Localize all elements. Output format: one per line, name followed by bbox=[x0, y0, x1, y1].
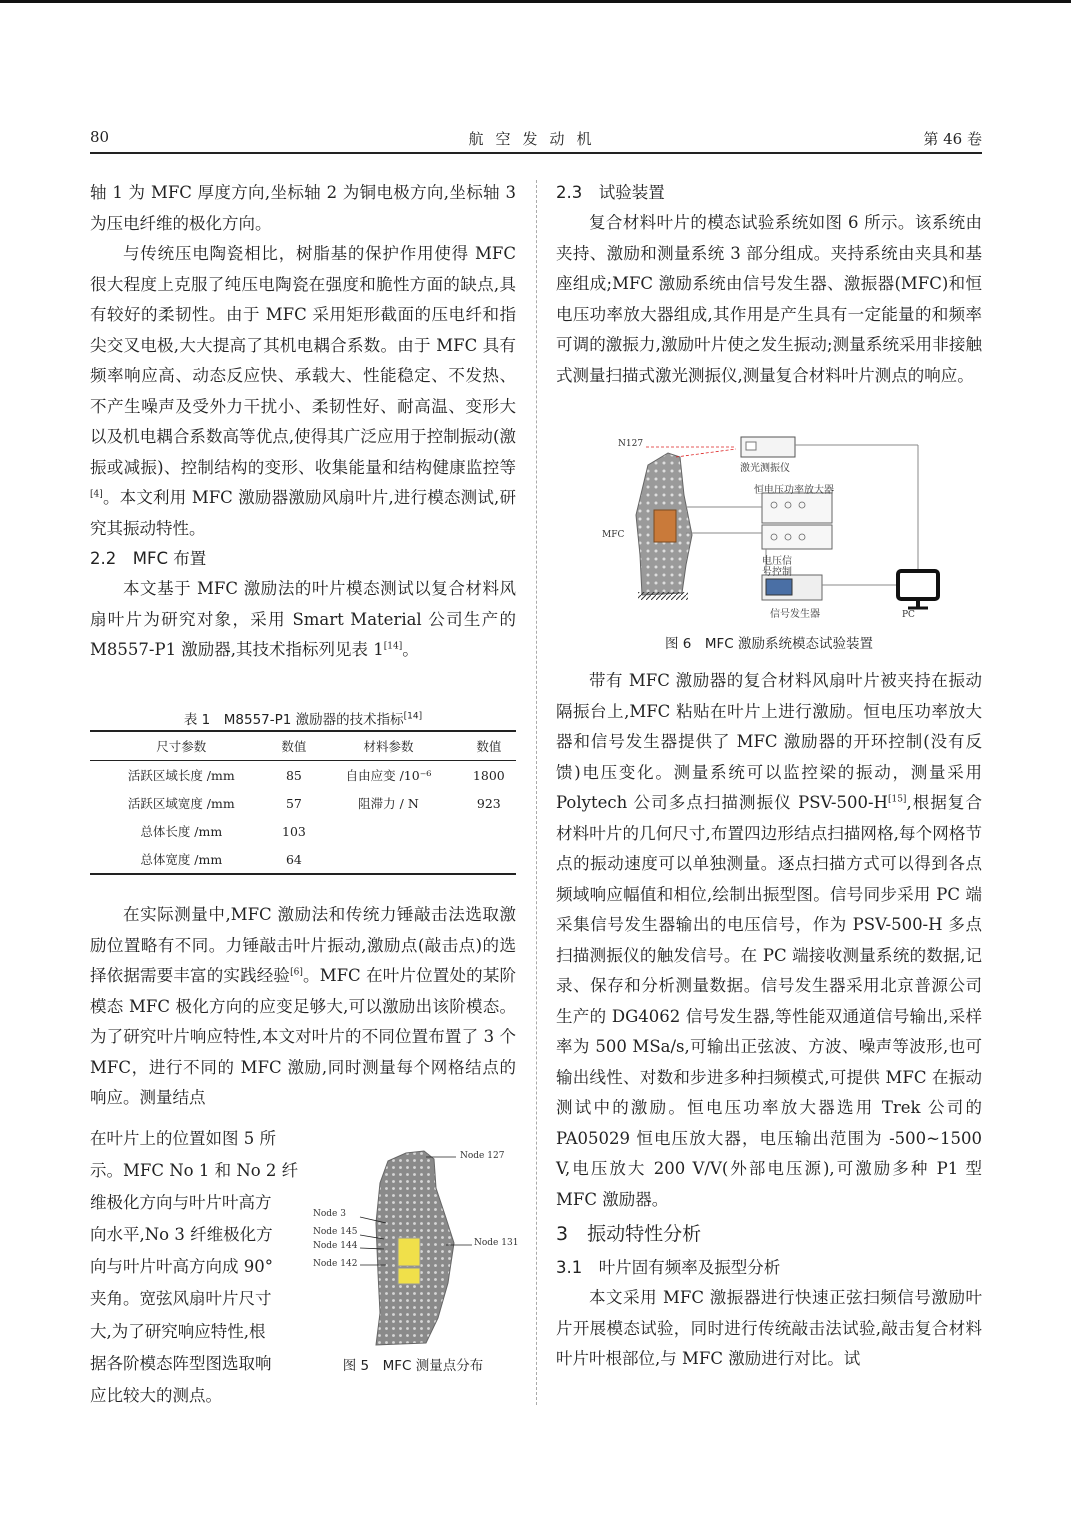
figure-6-caption: 图 6 MFC 激励系统模态试验装置 bbox=[664, 636, 873, 652]
text-line: 示。MFC No 1 和 No 2 纤 bbox=[90, 1161, 299, 1181]
right-column-lower bbox=[556, 666, 982, 1375]
table-cell: 64 bbox=[285, 851, 302, 867]
table-row bbox=[90, 845, 516, 874]
table-cell: 923 bbox=[476, 795, 501, 811]
header-rule bbox=[90, 152, 982, 154]
table-row bbox=[90, 789, 516, 817]
fig6-label: N127 bbox=[618, 439, 644, 449]
subsection-heading: 3.1 叶片固有频率及振型分析 bbox=[556, 1258, 781, 1277]
table-cell bbox=[315, 817, 461, 845]
table-header-cell: 尺寸参数 bbox=[156, 739, 207, 754]
paragraph: 本文基于 MFC 激励法的叶片模态测试以复合材料风扇叶片为研究对象，采用 Smart Material 公司生产的 M8557-P1 激励器,其技术指标列见表 1[14]。 bbox=[90, 579, 516, 659]
section-heading: 2.2 MFC 布置 bbox=[90, 549, 207, 568]
page-number: 80 bbox=[90, 128, 110, 146]
fig6-label: 信号发生器 bbox=[770, 609, 820, 620]
figure-5 bbox=[306, 1143, 520, 1353]
text-line: 据各阶模态阵型图选取响 bbox=[90, 1353, 272, 1373]
paragraph: 与传统压电陶瓷相比，树脂基的保护作用使得 MFC 很大程度上克服了纯压电陶瓷在强度和脆性方面的缺点,具有较好的柔韧性。由于 MFC 采用矩形截面的压电纤和指尖交叉电极,大大提高了其机电耦合系数。由于 MFC 具有频率响应高、动态反应快、承载大、性能稳定、不发热、不产生噪声及受外力干扰小、柔韧性好、耐高温、变形大以及机电耦合系数高等优点,使得其广泛应用于控制振动(激振或减振)、控制结构的变形、收集能量和结构健康监控等[4]。本文利用 MFC 激励器激励风扇叶片,进行模态测试,研究其振动特性。 bbox=[90, 244, 516, 538]
fig6-label: PC bbox=[902, 610, 915, 620]
table-header-cell: 材料参数 bbox=[363, 739, 414, 754]
table-cell bbox=[462, 817, 516, 845]
table-cell: 阻滞力 / N bbox=[358, 796, 419, 811]
section-heading: 3 振动特性分析 bbox=[556, 1223, 702, 1245]
section-heading: 2.3 试验装置 bbox=[556, 183, 665, 202]
paragraph: 轴 1 为 MFC 厚度方向,坐标轴 2 为铜电极方向,坐标轴 3 为压电纤维的极化方向。 bbox=[90, 183, 516, 233]
table-header-cell: 数值 bbox=[476, 739, 502, 754]
table-cell: 活跃区域宽度 /mm bbox=[127, 796, 235, 811]
fig6-label: 电压信 bbox=[762, 556, 792, 567]
table-cell: 85 bbox=[285, 767, 302, 783]
table-cell: 1800 bbox=[472, 767, 505, 783]
table-cell: 总体长度 /mm bbox=[140, 824, 223, 839]
table-cell: 自由应变 /10⁻⁶ bbox=[345, 768, 432, 783]
figure-5-caption: 图 5 MFC 测量点分布 bbox=[342, 1358, 484, 1374]
fig6-label: MFC bbox=[602, 530, 625, 540]
column-separator bbox=[536, 180, 537, 1405]
table-cell bbox=[462, 845, 516, 874]
table-header-cell: 数值 bbox=[281, 739, 307, 754]
table-cell bbox=[315, 845, 461, 874]
table-row bbox=[90, 817, 516, 845]
volume-label: 第 46 卷 bbox=[923, 130, 982, 148]
node-label: Node 142 bbox=[313, 1259, 358, 1269]
spec-table bbox=[90, 730, 516, 875]
table-cell: 57 bbox=[285, 795, 302, 811]
text-line: 大,为了研究响应特性,根 bbox=[90, 1321, 266, 1341]
node-label: Node 131 bbox=[474, 1238, 519, 1248]
journal-title: 航空发动机 bbox=[468, 130, 604, 148]
text-line: 维极化方向与叶片叶高方 bbox=[90, 1193, 272, 1213]
paragraph: 本文采用 MFC 激振器进行快速正弦扫频信号激励叶片开展模态试验，同时进行传统敲击法试验,敲击复合材料叶片叶根部位,与 MFC 激励进行对比。试 bbox=[556, 1288, 982, 1368]
text-line: 向与叶片叶高方向成 90° bbox=[90, 1257, 273, 1277]
text-line: 在叶片上的位置如图 5 所 bbox=[90, 1129, 276, 1148]
fig6-label: 激光测振仪 bbox=[740, 463, 790, 474]
table-caption: 表 1 M8557-P1 激励器的技术指标[14] bbox=[183, 711, 423, 728]
node-label: Node 127 bbox=[460, 1151, 505, 1161]
node-label: Node 144 bbox=[313, 1241, 358, 1251]
paragraph: 在实际测量中,MFC 激励法和传统力锤敲击法选取激励位置略有不同。力锤敲击叶片振动,激励点(敲击点)的选择依据需要丰富的实践经验[6]。MFC 在叶片位置处的某阶模态 MFC 极化方向的应变足够大,可以激励出该阶模态。为了研究叶片响应特性,本文对叶片的不同位置布置了 3 个 MFC，进行不同的 MFC 激励,同时测量每个网格结点的响应。测量结点 bbox=[90, 905, 517, 1107]
right-column-upper bbox=[556, 178, 982, 391]
running-header bbox=[90, 128, 982, 152]
fig6-label: 号控制 bbox=[762, 567, 792, 578]
node-label: Node 145 bbox=[313, 1227, 358, 1237]
table-cell: 总体宽度 /mm bbox=[140, 852, 223, 867]
top-border bbox=[0, 0, 1071, 3]
text-line: 夹角。宽弦风扇叶片尺寸 bbox=[90, 1289, 272, 1309]
table-header-row bbox=[90, 731, 516, 761]
fig6-label: 恒电压功率放大器 bbox=[754, 485, 834, 496]
text-line: 向水平,No 3 纤维极化方 bbox=[90, 1225, 273, 1245]
table-cell: 活跃区域长度 /mm bbox=[127, 768, 235, 783]
paragraph: 带有 MFC 激励器的复合材料风扇叶片被夹持在振动隔振台上,MFC 粘贴在叶片上进行激励。恒电压功率放大器和信号发生器提供了 MFC 激励器的开环控制(没有反馈)电压变化。测量系统可以监控梁的振动，测量采用 Polytech 公司多点扫描测振仪 PSV-500-H[15],根据复合材料叶片的几何尺寸,布置四边形结点扫描网格,每个网格节点的振动速度可以单独测量。逐点扫描方式可以得到各点频域响应幅值和相位,绘制出振型图。信号同步采用 PC 端采集信号发生器输出的电压信号，作为 PSV-500-H 多点扫描测振仪的触发信号。在 PC 端接收测量系统的数据,记录、保存和分析测量数据。信号发生器采用北京普源公司生产的 DG4062 信号发生器,等性能双通道信号输出,采样率为 500 MSa/s,可输出正弦波、方波、噪声等波形,也可输出线性、对数和步进多种扫频模式,可提供 MFC 在振动测试中的激励。恒电压功率放大器选用 Trek 公司的 PA05029 恒电压放大器，电压输出范围为 -500~1500 V,电压放大 200 V/V(外部电压源),可激励多种 P1 型 MFC 激励器。 bbox=[556, 671, 983, 1209]
table-cell: 103 bbox=[282, 823, 306, 839]
figure-6 bbox=[596, 435, 946, 630]
table-row bbox=[90, 761, 516, 790]
node-label: Node 3 bbox=[313, 1209, 346, 1219]
text-line: 应比较大的测点。 bbox=[90, 1385, 222, 1405]
left-column-lower bbox=[90, 900, 516, 1114]
left-column-wrap bbox=[90, 1123, 305, 1412]
left-column-upper bbox=[90, 178, 516, 666]
paragraph: 复合材料叶片的模态试验系统如图 6 所示。该系统由夹持、激励和测量系统 3 部分组成。夹持系统由夹具和基座组成;MFC 激励系统由信号发生器、激振器(MFC)和恒电压功率放大器组成,其作用是产生具有一定能量的和频率可调的激振力,激励叶片使之发生振动;测量系统采用非接触式测量扫描式激光测振仪,测量复合材料叶片测点的响应。 bbox=[556, 213, 982, 385]
